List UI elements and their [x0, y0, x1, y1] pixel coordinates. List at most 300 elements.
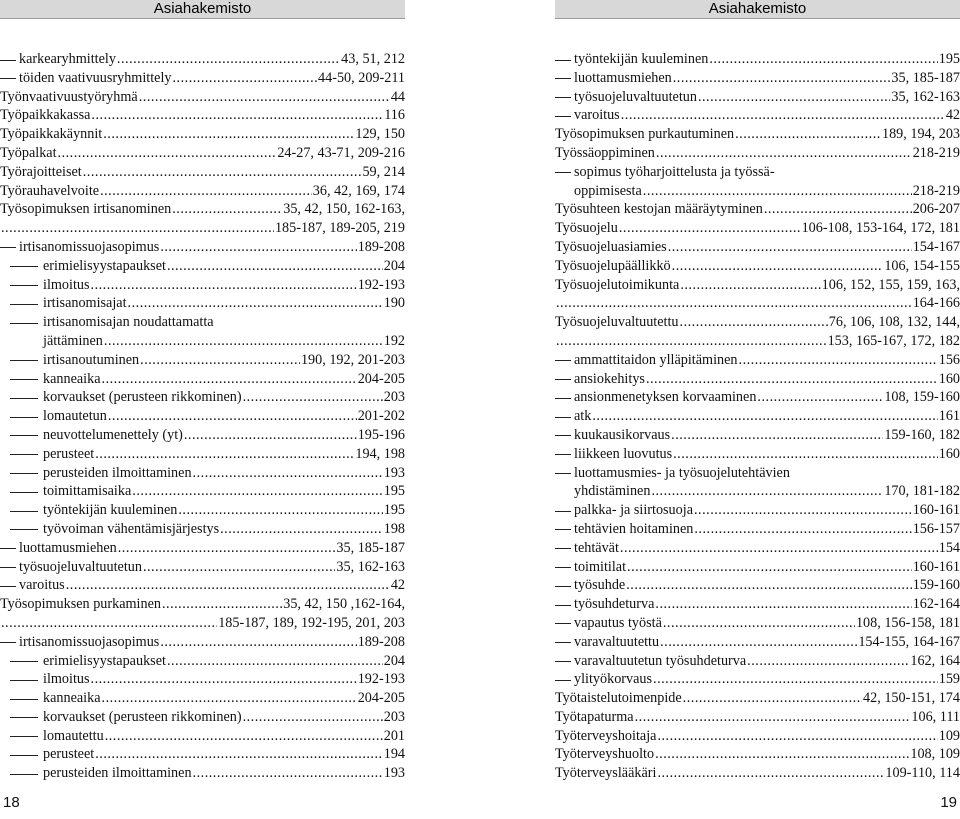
index-entry: [555, 163, 960, 182]
dot-leader: [160, 633, 356, 652]
entry-pages: 35, 162-163: [336, 558, 405, 575]
index-entry: [555, 276, 960, 295]
index-entry: [0, 182, 405, 201]
index-entry: [555, 388, 960, 407]
entry-pages: 36, 42, 169, 174: [312, 182, 405, 199]
index-entry: [0, 144, 405, 163]
index-entry: [0, 595, 405, 614]
index-entry: [555, 633, 960, 652]
entry-term: perusteiden ilmoittaminen: [43, 765, 192, 782]
index-entry: [0, 708, 405, 727]
entry-pages: 193: [383, 464, 405, 481]
subentry-dash: [555, 454, 571, 455]
index-entry: [555, 200, 960, 219]
index-entry: [0, 106, 405, 125]
entry-pages: 195: [938, 51, 960, 67]
subentry-dash: [0, 567, 16, 568]
entry-pages: 42: [945, 107, 960, 124]
entry-pages: 195: [383, 483, 405, 500]
entry-term: toimitilat: [574, 558, 627, 575]
subentry-dash: [10, 304, 38, 305]
entry-pages: 189-208: [357, 633, 405, 650]
index-entry: [0, 294, 405, 313]
entry-pages: 204: [383, 257, 405, 274]
entry-term: luottamusmiehen: [574, 69, 672, 86]
entry-pages: 116: [384, 107, 405, 124]
dot-leader: [764, 200, 912, 219]
entry-pages: 198: [383, 520, 405, 537]
dot-leader: [117, 50, 340, 69]
dot-leader: [620, 539, 938, 558]
entry-term: irtisanomisajat: [43, 295, 127, 312]
entry-term: Työrajoitteiset: [0, 163, 82, 180]
dot-leader: [184, 426, 357, 445]
subentry-dash: [10, 717, 38, 718]
dot-leader: [58, 144, 277, 163]
index-entry: [555, 219, 960, 238]
entry-pages: 35, 162-163: [891, 88, 960, 105]
page-number: 18: [3, 794, 20, 811]
entry-pages: 108, 159-160: [884, 389, 960, 406]
entry-pages: 195: [383, 502, 405, 519]
index-entry: [555, 764, 960, 783]
entry-term: oppimisesta: [574, 182, 642, 199]
entry-term: Työterveyslääkäri: [555, 765, 657, 782]
entry-pages: 44: [390, 88, 405, 105]
entry-term: Työsopimuksen irtisanominen: [0, 201, 172, 218]
entry-term: tehtävät: [574, 539, 619, 556]
index-column: [555, 50, 960, 783]
subentry-dash: [555, 605, 571, 606]
subentry-dash: [10, 774, 38, 775]
dot-leader: [621, 106, 945, 125]
dot-leader: [668, 238, 912, 257]
entry-term: varoitus: [19, 577, 65, 594]
subentry-dash: [555, 379, 571, 380]
dot-leader: [143, 558, 335, 577]
dot-leader: [556, 294, 912, 313]
entry-term: varavaltuutettu: [574, 633, 660, 650]
entry-term: yhdistäminen: [574, 483, 651, 500]
dot-leader: [655, 595, 911, 614]
entry-term: neuvottelumenettely (yt): [43, 426, 183, 443]
entry-pages: 161: [938, 408, 960, 425]
entry-pages: 190: [383, 295, 405, 312]
entry-pages: 162-164: [912, 596, 960, 613]
dot-leader: [635, 708, 911, 727]
index-entry: [0, 332, 405, 351]
entry-term: Työtaistelutoimenpide: [555, 690, 682, 707]
entry-term: Työtapaturma: [555, 708, 634, 725]
entry-term: perusteet: [43, 445, 95, 462]
entry-term: Työsopimuksen purkaminen: [0, 596, 161, 613]
dot-leader: [673, 69, 891, 88]
entry-term: Työpalkat: [0, 144, 57, 161]
index-entry: [0, 163, 405, 182]
entry-term: työvoiman vähentämisjärjestys: [43, 520, 220, 537]
entry-term: työsuhdeturva: [574, 596, 655, 613]
dot-leader: [167, 652, 383, 671]
entry-pages: 154: [938, 539, 960, 556]
subentry-dash: [10, 379, 38, 380]
entry-term: irtisanomissuojasopimus: [19, 633, 160, 650]
subentry-dash: [555, 567, 571, 568]
entry-term: liikkeen luovutus: [574, 445, 673, 462]
dot-leader: [673, 445, 938, 464]
dot-leader: [655, 745, 909, 764]
entry-term: jättäminen: [43, 332, 103, 349]
dot-leader: [656, 144, 912, 163]
subentry-dash: [10, 736, 38, 737]
index-entry: [0, 125, 405, 144]
index-entry: [555, 182, 960, 201]
index-entry: [555, 88, 960, 107]
index-entry: [0, 745, 405, 764]
entry-term: sopimus työharjoittelusta ja työssä-: [574, 163, 775, 180]
entry-term: Työterveyshuolto: [555, 746, 655, 763]
subentry-dash: [555, 360, 571, 361]
dot-leader: [556, 332, 827, 351]
index-entry: [0, 727, 405, 746]
dot-leader: [747, 652, 909, 671]
subentry-dash: [555, 586, 571, 587]
entry-term: Työterveyshoitaja: [555, 727, 657, 744]
entry-pages: 160: [938, 445, 960, 462]
entry-pages: 108, 109: [910, 746, 960, 763]
dot-leader: [66, 576, 390, 595]
subentry-dash: [0, 247, 16, 248]
index-entry: [0, 69, 405, 88]
dot-leader: [657, 764, 884, 783]
entry-term: Työpaikkakäynnit: [0, 126, 103, 143]
entry-pages: 44-50, 209-211: [318, 69, 405, 86]
header-rule: [0, 18, 405, 19]
dot-leader: [709, 50, 937, 69]
subentry-dash: [10, 454, 38, 455]
running-header: Asiahakemisto: [0, 0, 405, 18]
dot-leader: [173, 69, 318, 88]
entry-pages: 195-196: [357, 426, 405, 443]
entry-term: karkearyhmittely: [19, 51, 116, 67]
dot-leader: [83, 163, 362, 182]
entry-pages: 35, 42, 150, 162-163,: [283, 201, 405, 218]
entry-term: työsuhde: [574, 577, 626, 594]
index-entry: [0, 313, 405, 332]
dot-leader: [643, 182, 912, 201]
entry-term: ylityökorvaus: [574, 671, 653, 688]
header-rule: [555, 18, 960, 19]
entry-pages: 206-207: [912, 201, 960, 218]
index-entry: [0, 539, 405, 558]
index-entry: [555, 745, 960, 764]
index-entry: [555, 257, 960, 276]
dot-leader: [220, 520, 383, 539]
index-entry: [0, 426, 405, 445]
index-column: [0, 50, 405, 783]
index-entry: [555, 708, 960, 727]
entry-pages: 204: [383, 652, 405, 669]
entry-term: varavaltuutetun työsuhdeturva: [574, 652, 747, 669]
entry-term: töiden vaativuusryhmittely: [19, 69, 172, 86]
index-entry: [0, 445, 405, 464]
dot-leader: [683, 689, 862, 708]
dot-leader: [91, 106, 383, 125]
subentry-dash: [10, 360, 38, 361]
subentry-dash: [555, 548, 571, 549]
index-entry: [0, 464, 405, 483]
entry-term: perusteiden ilmoittaminen: [43, 464, 192, 481]
subentry-dash: [555, 116, 571, 117]
entry-pages: 201: [383, 727, 405, 744]
index-entry: [0, 88, 405, 107]
index-entry: [0, 670, 405, 689]
index-entry: [555, 482, 960, 501]
index-entry: [555, 520, 960, 539]
dot-leader: [167, 257, 383, 276]
entry-term: tehtävien hoitaminen: [574, 520, 694, 537]
entry-term: irtisanomisajan noudattamatta: [43, 314, 214, 331]
index-entry: [555, 576, 960, 595]
index-entry: [0, 520, 405, 539]
entry-pages: 156: [938, 351, 960, 368]
subentry-dash: [10, 398, 38, 399]
entry-term: ansionmenetyksen korvaaminen: [574, 389, 757, 406]
dot-leader: [95, 445, 354, 464]
entry-pages: 201-202: [357, 408, 405, 425]
entry-pages: 170, 181-182: [884, 483, 960, 500]
subentry-dash: [555, 511, 571, 512]
entry-term: ilmoitus: [43, 671, 90, 688]
entry-term: korvaukset (perusteen rikkominen): [43, 708, 242, 725]
entry-term: varoitus: [574, 107, 620, 124]
index-entry: [555, 407, 960, 426]
entry-pages: 194: [383, 746, 405, 763]
entry-pages: 164-166: [912, 295, 960, 312]
entry-pages: 106, 152, 155, 159, 163,: [821, 276, 960, 293]
dot-leader: [694, 501, 912, 520]
entry-pages: 185-187, 189-205, 219: [274, 220, 405, 237]
dot-leader: [694, 520, 911, 539]
entry-pages: 192-193: [357, 276, 405, 293]
subentry-dash: [555, 172, 571, 173]
dot-leader: [671, 426, 883, 445]
index-entry: [555, 652, 960, 671]
index-entry: [555, 464, 960, 483]
entry-pages: 194, 198: [355, 445, 405, 462]
entry-pages: 24-27, 43-71, 209-216: [277, 144, 405, 161]
index-entry: [555, 426, 960, 445]
entry-pages: 203: [383, 708, 405, 725]
entry-pages: 185-187, 189, 192-195, 201, 203: [218, 614, 405, 631]
entry-pages: 204-205: [357, 370, 405, 387]
index-entry: [0, 351, 405, 370]
entry-pages: 203: [383, 389, 405, 406]
entry-pages: 159: [938, 671, 960, 688]
dot-leader: [646, 370, 938, 389]
dot-leader: [592, 407, 937, 426]
dot-leader: [102, 370, 357, 389]
entry-pages: 192-193: [357, 671, 405, 688]
index-entry: [0, 764, 405, 783]
dot-leader: [243, 388, 383, 407]
index-entry: [0, 200, 405, 219]
subentry-dash: [10, 323, 38, 324]
entry-pages: 106, 111: [911, 708, 960, 725]
index-entry: [0, 482, 405, 501]
index-entry: [0, 276, 405, 295]
index-entry: [0, 50, 405, 69]
entry-term: Työsuhteen kestojan määräytyminen: [555, 201, 763, 218]
entry-pages: 189, 194, 203: [881, 126, 960, 143]
dot-leader: [108, 407, 357, 426]
entry-pages: 218-219: [912, 144, 960, 161]
dot-leader: [739, 351, 938, 370]
page-number: 19: [940, 794, 957, 811]
entry-term: lomautettu: [43, 727, 104, 744]
subentry-dash: [555, 435, 571, 436]
dot-leader: [139, 88, 390, 107]
entry-pages: 159-160: [912, 577, 960, 594]
subentry-dash: [555, 623, 571, 624]
entry-term: erimielisyystapaukset: [43, 652, 166, 669]
entry-pages: 106-108, 153-164, 172, 181: [801, 220, 960, 237]
entry-pages: 35, 185-187: [336, 539, 405, 556]
subentry-dash: [10, 661, 38, 662]
index-entry: [555, 238, 960, 257]
index-entry: [0, 219, 405, 238]
index-entry: [0, 388, 405, 407]
entry-term: palkka- ja siirtosuoja: [574, 502, 693, 519]
entry-term: Työsuojeluasiamies: [555, 238, 667, 255]
entry-term: työntekijän kuuleminen: [43, 502, 178, 519]
index-entry: [0, 407, 405, 426]
subentry-dash: [10, 473, 38, 474]
entry-term: luottamusmiehen: [19, 539, 117, 556]
index-entry: [555, 595, 960, 614]
subentry-dash: [0, 548, 16, 549]
subentry-dash: [555, 680, 571, 681]
dot-leader: [680, 313, 828, 332]
entry-pages: 160-161: [912, 558, 960, 575]
entry-pages: 42, 150-151, 174: [863, 690, 960, 707]
dot-leader: [626, 576, 911, 595]
entry-pages: 193: [383, 765, 405, 782]
entry-term: Työssäoppiminen: [555, 144, 655, 161]
entry-pages: 160: [938, 370, 960, 387]
entry-term: perusteet: [43, 746, 95, 763]
index-entry: [0, 238, 405, 257]
dot-leader: [698, 88, 890, 107]
entry-term: toimittamisaika: [43, 483, 132, 500]
dot-leader: [243, 708, 383, 727]
entry-pages: 106, 154-155: [884, 257, 960, 274]
entry-pages: 109-110, 114: [885, 765, 960, 782]
index-entry: [555, 727, 960, 746]
entry-pages: 42: [390, 577, 405, 594]
dot-leader: [680, 276, 820, 295]
dot-leader: [619, 219, 801, 238]
index-entry: [0, 689, 405, 708]
entry-pages: 35, 185-187: [891, 69, 960, 86]
subentry-dash: [555, 398, 571, 399]
entry-pages: 162, 164: [910, 652, 960, 669]
subentry-dash: [10, 680, 38, 681]
subentry-dash: [555, 473, 571, 474]
entry-term: kanneaika: [43, 690, 101, 707]
dot-leader: [657, 727, 937, 746]
entry-pages: 108, 156-158, 181: [855, 614, 960, 631]
index-entry: [0, 370, 405, 389]
dot-leader: [91, 670, 357, 689]
dot-leader: [103, 125, 354, 144]
entry-term: Työsuojelu: [555, 220, 618, 237]
entry-pages: 189-208: [357, 238, 405, 255]
dot-leader: [172, 200, 282, 219]
subentry-dash: [555, 661, 571, 662]
entry-term: Työsuojelutoimikunta: [555, 276, 680, 293]
entry-term: työsuojeluvaltuutetun: [574, 88, 697, 105]
index-entry: [555, 558, 960, 577]
subentry-dash: [10, 529, 38, 530]
dot-leader: [193, 764, 383, 783]
index-entry: [555, 501, 960, 520]
entry-term: atk: [574, 408, 592, 425]
dot-leader: [193, 464, 383, 483]
dot-leader: [118, 539, 336, 558]
dot-leader: [105, 727, 383, 746]
entry-term: vapautus työstä: [574, 614, 662, 631]
entry-pages: 35, 42, 150 ,162-164,: [283, 596, 405, 613]
dot-leader: [162, 595, 282, 614]
dot-leader: [653, 670, 938, 689]
entry-pages: 43, 51, 212: [341, 51, 405, 67]
running-header: Asiahakemisto: [555, 0, 960, 18]
index-entry: [555, 539, 960, 558]
dot-leader: [140, 351, 300, 370]
subentry-dash: [555, 60, 571, 61]
subentry-dash: [10, 755, 38, 756]
index-entry: [555, 50, 960, 69]
entry-term: kanneaika: [43, 370, 101, 387]
index-entry: [555, 445, 960, 464]
dot-leader: [91, 276, 357, 295]
dot-leader: [104, 332, 383, 351]
index-entry: [555, 351, 960, 370]
subentry-dash: [10, 511, 38, 512]
entry-term: Työnvaativuustyöryhmä: [0, 88, 138, 105]
entry-term: Työsopimuksen purkautuminen: [555, 126, 735, 143]
entry-pages: 159-160, 182: [884, 426, 960, 443]
subentry-dash: [10, 285, 38, 286]
index-entry: [555, 144, 960, 163]
index-entry: [555, 125, 960, 144]
dot-leader: [178, 501, 382, 520]
index-entry: [555, 689, 960, 708]
entry-term: irtisanomissuojasopimus: [19, 238, 160, 255]
index-entry: [555, 294, 960, 313]
entry-pages: 76, 106, 108, 132, 144,: [828, 314, 960, 331]
dot-leader: [160, 238, 356, 257]
dot-leader: [627, 558, 912, 577]
index-entry: [0, 501, 405, 520]
entry-pages: 153, 165-167, 172, 182: [827, 332, 960, 349]
entry-pages: 156-157: [912, 520, 960, 537]
subentry-dash: [10, 435, 38, 436]
index-entry: [0, 633, 405, 652]
entry-term: lomautetun: [43, 408, 107, 425]
index-entry: [0, 652, 405, 671]
entry-term: Työrauhavelvoite: [0, 182, 100, 199]
